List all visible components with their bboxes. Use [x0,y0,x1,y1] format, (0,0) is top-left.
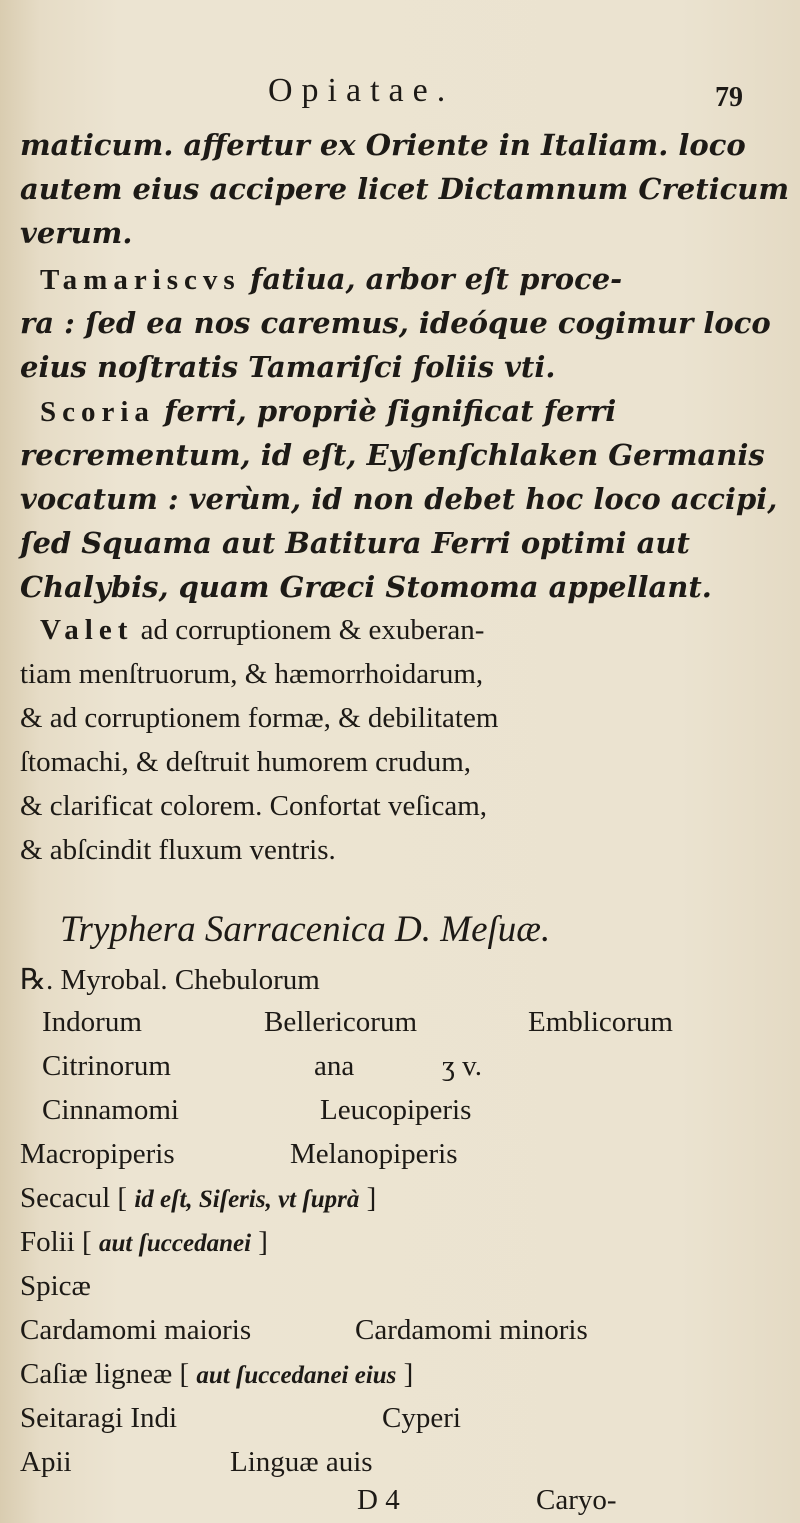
page-number: 79 [715,82,743,113]
ingredient-row [20,1314,588,1347]
ingredient: Emblicorum [528,1006,673,1038]
text-line: tiam menſtruorum, & hæmorrhoidarum, [20,658,484,690]
ingredient: Linguæ auis [230,1446,373,1478]
ingredient: Melanopiperis [290,1138,458,1170]
ingredient-row [42,1006,673,1039]
lemma-text: fatiua, arbor eſt proce- [249,262,623,296]
text-line: ſed Squama aut Batitura Ferri optimi aut [20,526,690,560]
catchword: Caryo- [536,1484,617,1516]
ingredient: Cardamomi minoris [355,1314,588,1346]
ingredient-row [20,962,320,997]
text-line: vocatum : verùm, id non debet hoc loco accipi, [20,482,778,516]
bracket: ] [258,1226,268,1258]
text-line: ra : ſed ea nos caremus, ideóque cogimur loco [20,306,771,340]
text-line: verum. [20,216,133,250]
ingredient-row [42,1050,482,1083]
ingredient: Macropiperis [20,1138,175,1170]
ingredient: ℞. Myrobal. Chebulorum [20,964,320,996]
ingredient: Folii [ [20,1226,92,1258]
ingredient-row [42,1094,472,1127]
ingredient: Leucopiperis [320,1094,472,1126]
ingredient-row [20,1446,373,1479]
text-line: autem eius accipere licet Dictamnum Creticum [20,172,790,206]
text-line: recrementum, id eſt, Eyſenſchlaken Germanis [20,438,765,472]
ingredient-row [20,1270,91,1303]
recipe-title: Tryphera Sarracenica D. Meſuæ. [60,909,551,950]
text-line [40,394,616,429]
text-line: Chalybis, quam Græci Stomoma appellant. [20,570,712,604]
ingredient: Apii [20,1446,72,1478]
text-line: & ad corruptionem formæ, & debilitatem [20,702,499,734]
lemma-heading: Tamariscvs [40,264,241,296]
text-line: & clarificat colorem. Confortat veſicam, [20,790,488,822]
ingredient-row [20,1182,376,1215]
lemma-text: ad corruptionem & exuberan- [140,614,485,646]
bracket: ] [403,1358,414,1390]
gloss: aut ſuccedanei eius [196,1362,397,1389]
ingredient: Cinnamomi [42,1094,179,1126]
ingredient-row [20,1402,461,1435]
text-line [40,614,484,647]
gloss: id eſt, Siſeris, vt ſuprà [134,1186,360,1213]
text-line: ſtomachi, & deſtruit humorem crudum, [20,746,472,778]
quantity: ʒ v. [442,1050,482,1082]
gloss: aut ſuccedanei [98,1230,252,1257]
ingredient: Cyperi [382,1402,461,1434]
text-line: maticum. affertur ex Oriente in Italiam. loco [20,128,746,162]
ingredient: Bellericorum [264,1006,418,1038]
ingredient-row [20,1138,458,1171]
ingredient: Citrinorum [42,1050,171,1082]
running-head-title: Opiatae. [268,72,455,109]
ingredient: Indorum [42,1006,142,1038]
ingredient: Seitaragi Indi [20,1402,178,1434]
signature-mark: D 4 [357,1484,400,1516]
text-line [40,262,622,297]
ingredient-row [20,1226,268,1259]
text-line: & abſcindit fluxum ventris. [20,834,336,866]
quantity-word: ana [314,1050,355,1082]
ingredient: Secacul [ [20,1182,128,1214]
lemma-heading: Scoria [40,396,155,428]
bracket: ] [366,1182,377,1214]
lemma-text: ferri, propriè ſignificat ferri [164,394,617,428]
text-line: eius noſtratis Tamariſci foliis vti. [20,350,556,384]
ingredient: Cardamomi maioris [20,1314,252,1346]
ingredient: Caſiæ ligneæ [ [20,1358,190,1390]
lemma-heading: Valet [40,614,134,646]
ingredient: Spicæ [20,1270,91,1302]
ingredient-row [20,1358,413,1391]
